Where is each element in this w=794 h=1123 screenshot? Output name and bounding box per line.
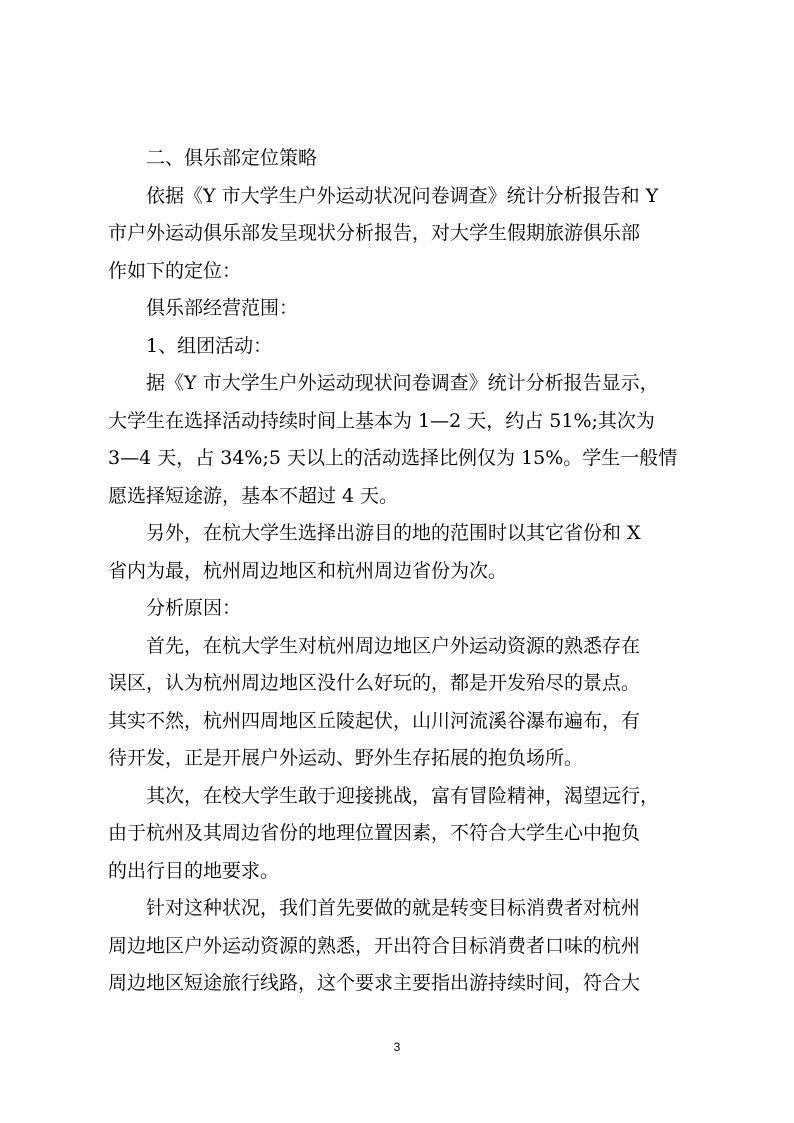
document-body: [108, 140, 698, 1003]
page-number: 3: [393, 1040, 401, 1054]
text-line: 依据《Y 市大学生户外运动状况问卷调查》统计分析报告和 Y: [146, 184, 659, 207]
text-line: 待开发，正是开展户外运动、野外生存拓展的抱负场所。: [108, 747, 584, 769]
text-line: 的出行目的地要求。: [108, 859, 280, 882]
text-line: 首先，在杭大学生对杭州周边地区户外运动资源的熟悉存在: [146, 634, 641, 657]
text-line: 误区，认为杭州周边地区没什么好玩的，都是开发殆尽的景点。: [108, 672, 641, 694]
text-line: 市户外运动俱乐部发呈现状分析报告，对大学生假期旅游俱乐部: [108, 222, 641, 244]
text-line: 针对这种状况，我们首先要做的就是转变目标消费者对杭州: [146, 897, 641, 919]
text-line: 作如下的定位：: [108, 259, 242, 282]
text-line: 省内为最，杭州周边地区和杭州周边省份为次。: [108, 559, 508, 582]
text-line: 大学生在选择活动持续时间上基本为 1—2 天，约占 51%;其次为: [108, 409, 655, 432]
subheading: 分析原因：: [146, 597, 242, 619]
subheading: 1、组团活动：: [146, 334, 273, 357]
text-line: 其实不然，杭州四周地区丘陵起伏，山川河流溪谷瀑布遍布，有: [108, 709, 641, 732]
subheading: 俱乐部经营范围：: [146, 297, 299, 319]
text-line: 周边地区户外运动资源的熟悉，开出符合目标消费者口味的杭州: [108, 934, 641, 957]
text-line: 另外，在杭大学生选择出游目的地的范围时以其它省份和 X: [146, 522, 641, 544]
text-line: 周边地区短途旅行线路，这个要求主要指出游持续时间，符合大: [108, 972, 641, 994]
text-line: 据《Y 市大学生户外运动现状问卷调查》统计分析报告显示，: [146, 372, 659, 394]
text-line: 愿选择短途游，基本不超过 4 天。: [108, 484, 399, 507]
text-line: 由于杭州及其周边省份的地理位置因素，不符合大学生心中抱负: [108, 822, 641, 844]
section-heading: 二、俱乐部定位策略: [146, 147, 318, 169]
text-line: 3—4 天，占 34%;5 天以上的活动选择比例仅为 15%。学生一般情: [108, 447, 678, 469]
text-line: 其次，在校大学生敢于迎接挑战，富有冒险精神，渴望远行，: [146, 784, 660, 807]
